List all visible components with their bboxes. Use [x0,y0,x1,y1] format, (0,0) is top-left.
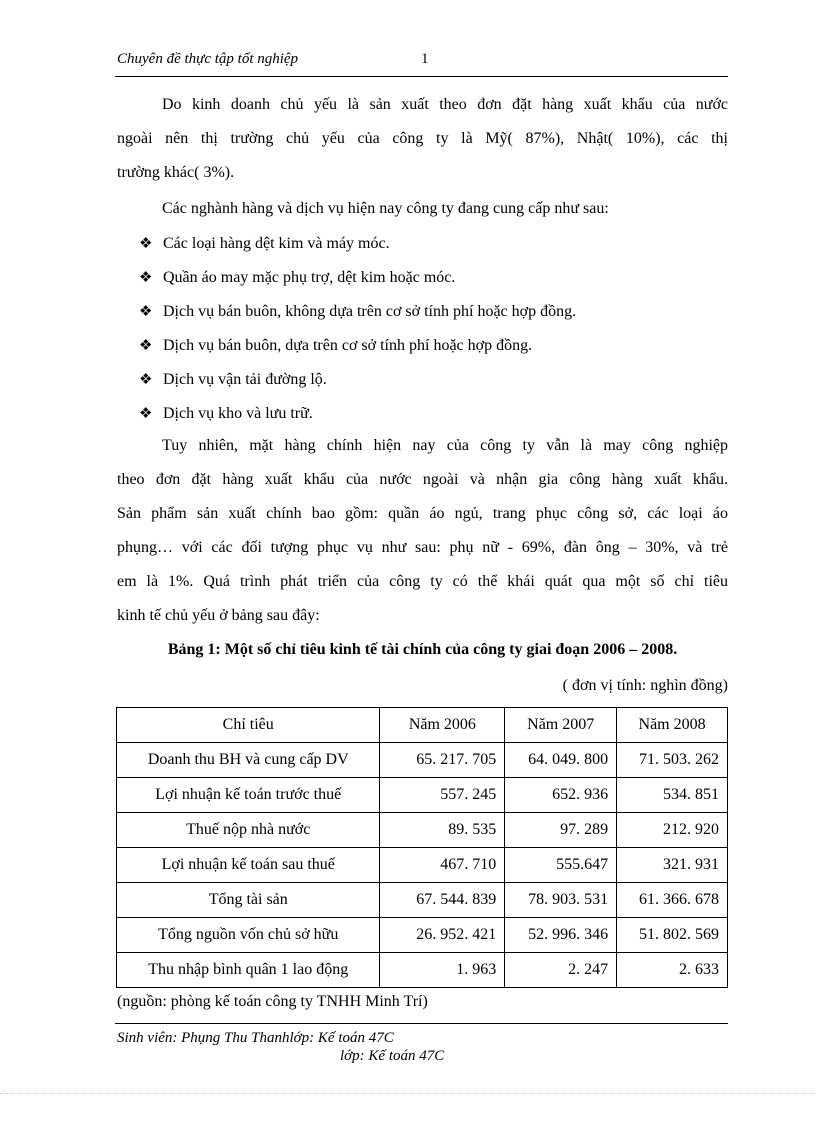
table-cell: 652. 936 [505,778,617,813]
table-cell: 2. 247 [505,953,617,988]
row-label: Tổng nguồn vốn chủ sở hữu [117,918,380,953]
paragraph-3 [117,429,728,633]
table-row [117,883,728,918]
paragraph-3-line: Sản phẩm sản xuất chính bao gồm: quần áo ngủ, trang phục công sở, các loại áo [117,505,728,522]
diamond-bullet-icon: ❖ [139,404,153,422]
table-cell: 64. 049. 800 [505,743,617,778]
source-note: (nguồn: phòng kế toán công ty TNHH Minh Trí) [117,993,428,1010]
table-row [117,953,728,988]
table-cell: 52. 996. 346 [505,918,617,953]
list-item-text: Các loại hàng dệt kim và máy móc. [163,235,390,252]
paragraph-3-line: kinh tế chủ yếu ở bảng sau đây: [117,607,320,624]
paragraph-2-line: Các nghành hàng và dịch vụ hiện nay công ty đang cung cấp như sau: [162,200,609,217]
table-cell: 89. 535 [380,813,505,848]
list-item [139,362,576,396]
list-item [139,260,576,294]
diamond-bullet-icon: ❖ [139,234,153,252]
table-cell: 2. 633 [617,953,728,988]
paragraph-3-line: theo đơn đặt hàng xuất khẩu của nước ngoài và nhận gia công hàng xuất khẩu. [117,471,728,488]
paragraph-3-line: Tuy nhiên, mặt hàng chính hiện nay của công ty vẫn là may công nghiệp [162,437,728,454]
column-header: Năm 2008 [617,708,728,743]
paragraph-1-line: ngoài nên thị trường chủ yếu của công ty là Mỹ( 87%), Nhật( 10%), các thị [117,130,728,147]
services-list [139,226,576,430]
table-row [117,918,728,953]
table-cell: 67. 544. 839 [380,883,505,918]
column-header: Năm 2007 [505,708,617,743]
table-row [117,848,728,883]
table-cell: 65. 217. 705 [380,743,505,778]
footer-class: lớp: Kế toán 47C [340,1048,445,1064]
row-label: Thu nhập bình quân 1 lao động [117,953,380,988]
table-cell: 555.647 [505,848,617,883]
diamond-bullet-icon: ❖ [139,268,153,286]
table-caption: Bảng 1: Một số chỉ tiêu kinh tế tài chính của công ty giai đoạn 2006 – 2008. [167,641,678,658]
table-cell: 321. 931 [617,848,728,883]
financial-table [116,707,728,988]
list-item [139,226,576,260]
table-cell: 97. 289 [505,813,617,848]
table-cell: 467. 710 [380,848,505,883]
diamond-bullet-icon: ❖ [139,370,153,388]
table-cell: 26. 952. 421 [380,918,505,953]
table-row [117,778,728,813]
diamond-bullet-icon: ❖ [139,302,153,320]
table-cell: 78. 903. 531 [505,883,617,918]
page-bottom-divider [0,1093,816,1094]
table-cell: 51. 802. 569 [617,918,728,953]
table-cell: 1. 963 [380,953,505,988]
list-item [139,396,576,430]
list-item-text: Dịch vụ vận tải đường lộ. [163,371,327,388]
table-row [117,813,728,848]
row-label: Lợi nhuận kế toán sau thuế [117,848,380,883]
paragraph-2 [117,192,728,226]
list-item-text: Dịch vụ bán buôn, không dựa trên cơ sở tính phí hoặc hợp đồng. [163,303,577,320]
table-header-row [117,708,728,743]
list-item [139,328,576,362]
diamond-bullet-icon: ❖ [139,336,153,354]
list-item [139,294,576,328]
list-item-text: Dịch vụ bán buôn, dựa trên cơ sở tính phí hoặc hợp đồng. [163,337,533,354]
table-cell: 61. 366. 678 [617,883,728,918]
table-cell: 557. 245 [380,778,505,813]
column-header: Chỉ tiêu [117,708,380,743]
row-label: Lợi nhuận kế toán trước thuế [117,778,380,813]
footer-student: Sinh viên: Phụng Thu Thanhlớp: Kế toán 47C [117,1030,394,1046]
table-row [117,743,728,778]
row-label: Doanh thu BH và cung cấp DV [117,743,380,778]
column-header: Năm 2006 [380,708,505,743]
row-label: Thuế nộp nhà nước [117,813,380,848]
header-title: Chuyên đề thực tập tốt nghiệp [117,51,299,67]
paragraph-1 [117,88,728,190]
list-item-text: Dịch vụ kho và lưu trữ. [163,405,313,422]
paragraph-3-line: phụng… với các đối tượng phục vụ như sau: phụ nữ - 69%, đàn ông – 30%, và trẻ [117,539,728,556]
footer-rule [115,1023,728,1024]
page-number: 1 [421,51,429,67]
paragraph-1-line: Do kinh doanh chủ yếu là sản xuất theo đơn đặt hàng xuất khẩu của nước [162,96,728,113]
paragraph-1-line: trường khác( 3%). [117,164,235,181]
table-cell: 71. 503. 262 [617,743,728,778]
table-cell: 212. 920 [617,813,728,848]
row-label: Tổng tài sản [117,883,380,918]
header-rule [115,76,728,77]
paragraph-3-line: em là 1%. Quá trình phát triển của công ty có thể khái quát qua một số chỉ tiêu [117,573,728,590]
unit-note: ( đơn vị tính: nghìn đồng) [562,677,728,694]
table-cell: 534. 851 [617,778,728,813]
list-item-text: Quần áo may mặc phụ trợ, dệt kim hoặc móc. [163,269,456,286]
